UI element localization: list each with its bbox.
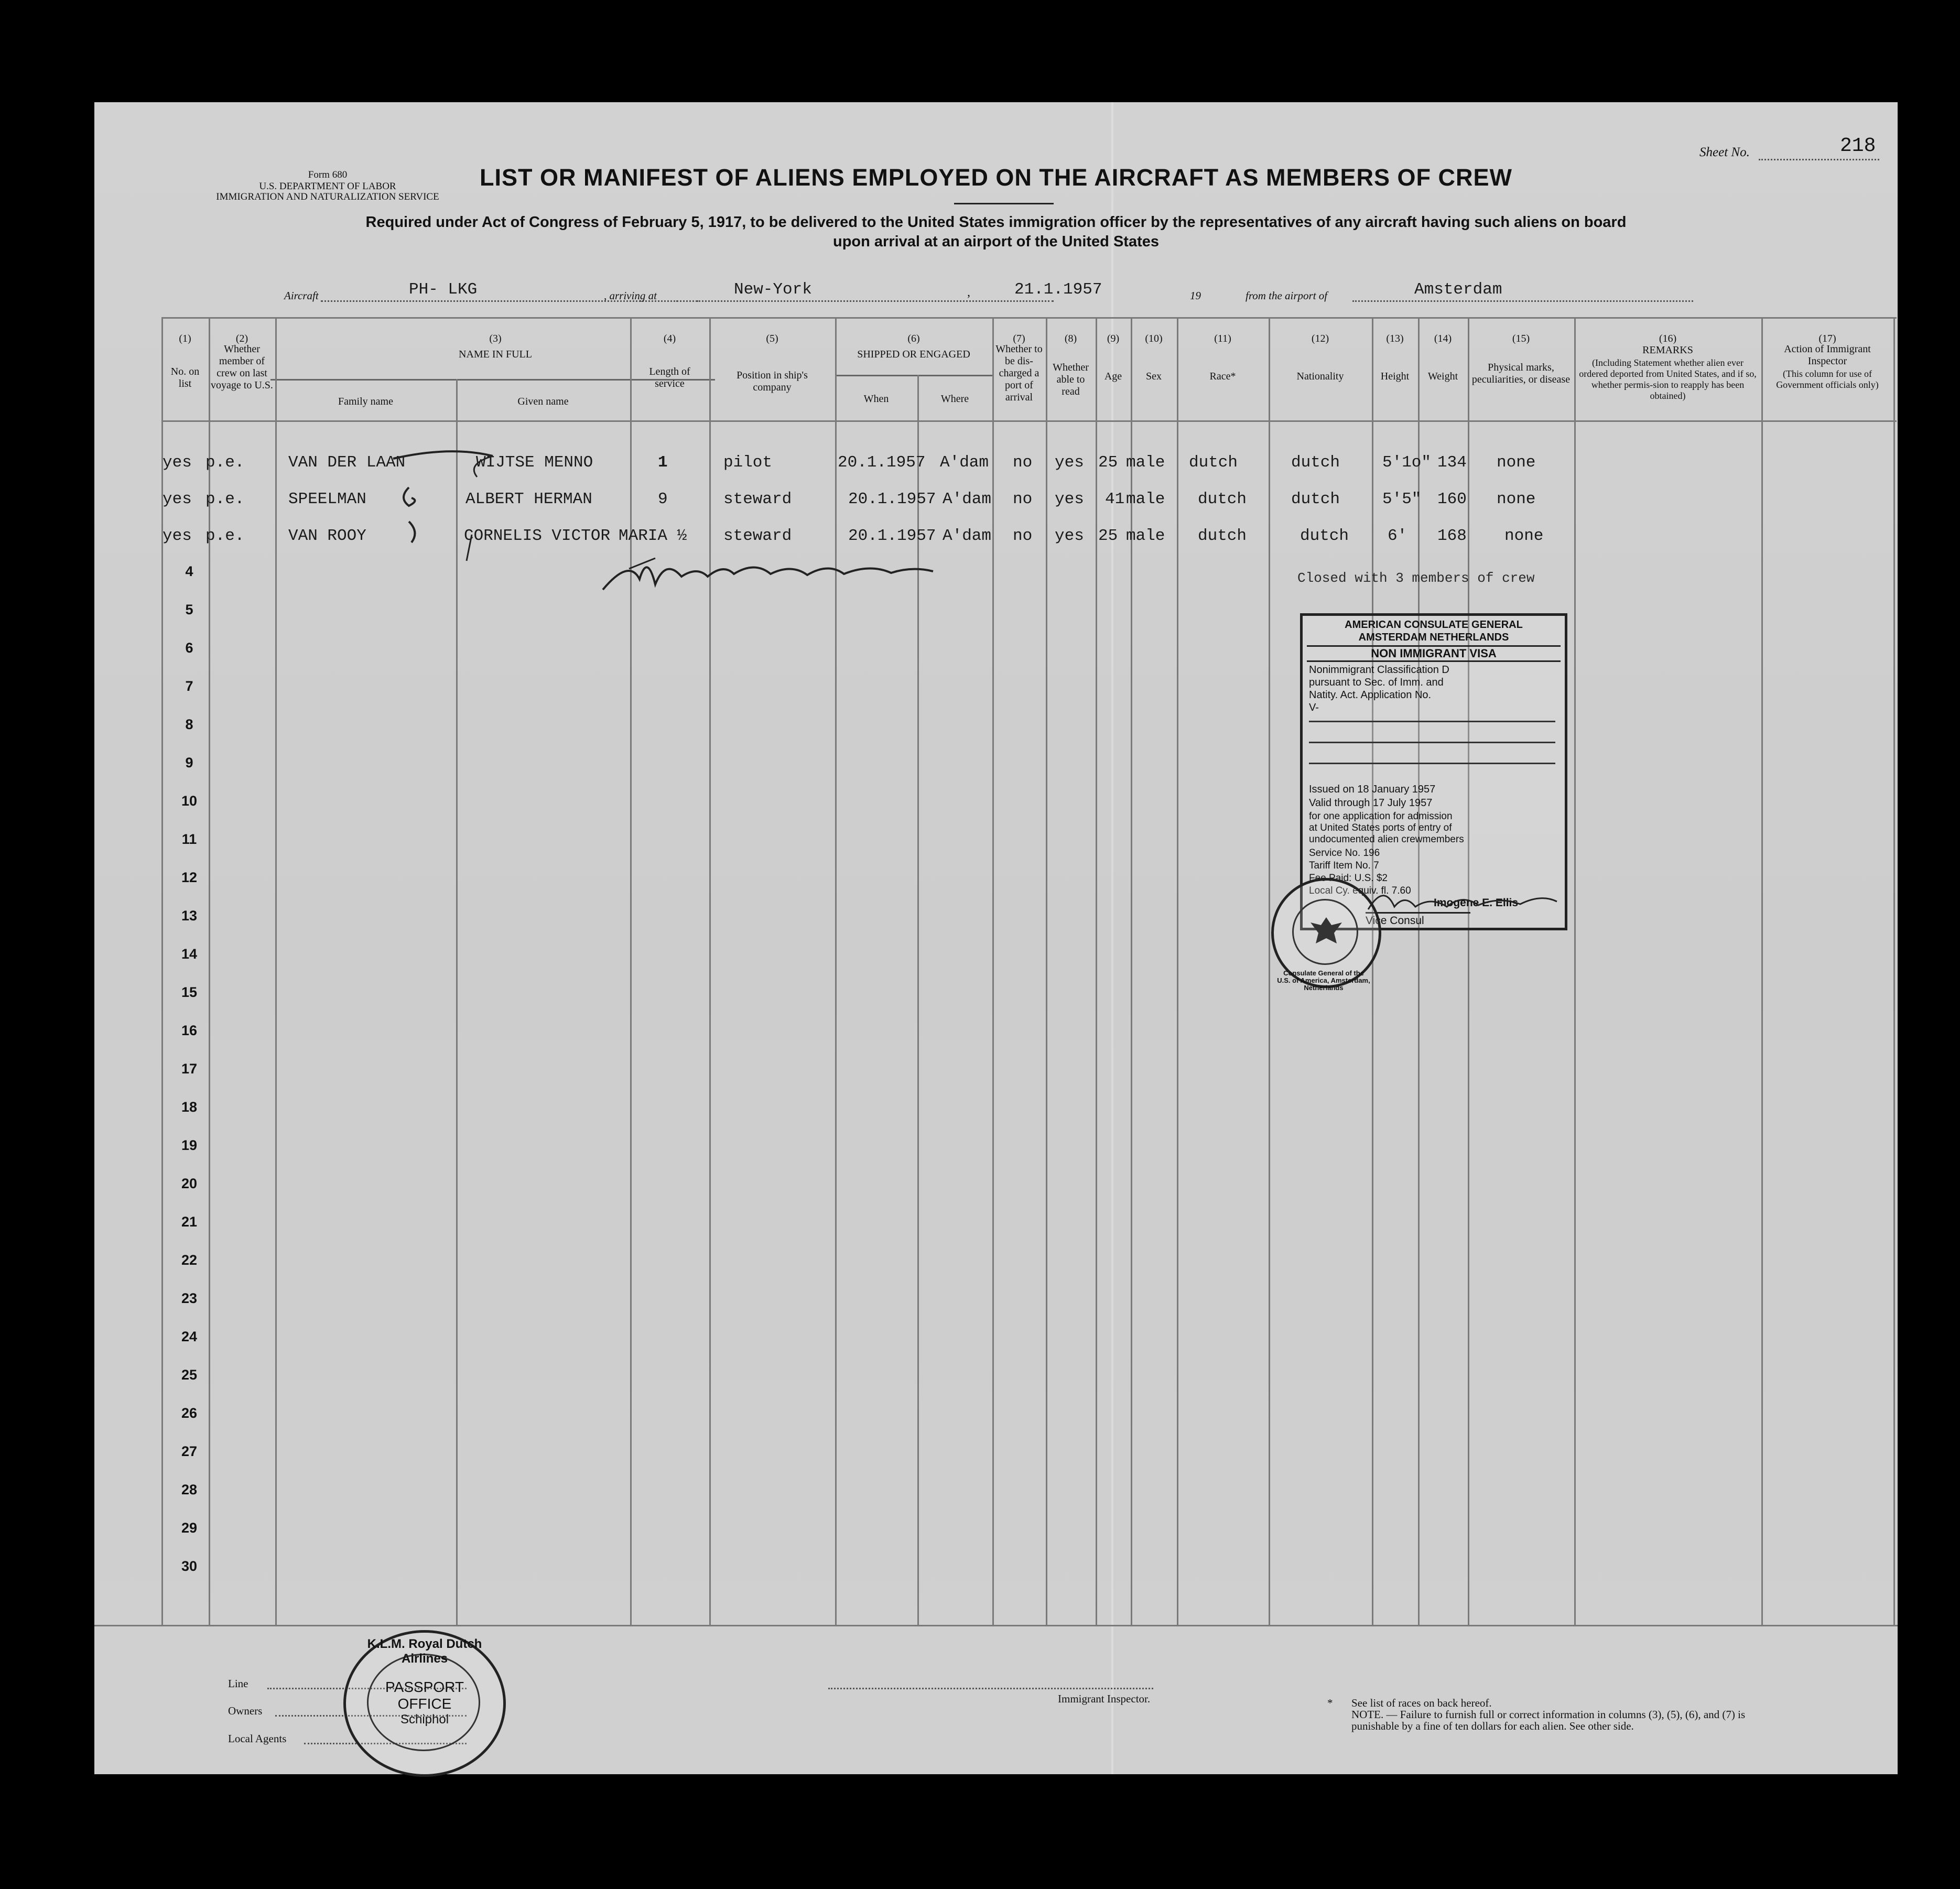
- row-number: 28: [181, 1482, 198, 1497]
- crew-height: 5'5": [1382, 490, 1422, 508]
- row-number: 20: [181, 1176, 198, 1191]
- visa-stamp-line4: Nonimmigrant Classification D: [1309, 664, 1449, 676]
- fold-line: [1111, 102, 1113, 1774]
- col-rule-19: [1893, 317, 1895, 1625]
- col6-when-header: When: [863, 393, 889, 405]
- arriving-line: [676, 300, 1054, 302]
- sheet-number-line: [1759, 159, 1879, 160]
- col2-number: (2): [235, 333, 248, 344]
- col4-number: (4): [663, 333, 676, 344]
- arriving-label: , arriving at: [604, 289, 657, 302]
- crew-shipped-where: A'dam: [943, 527, 992, 545]
- visa-fee: Fee Paid: U.S. $2: [1309, 873, 1388, 884]
- aircraft-registration: PH- LKG: [409, 280, 478, 299]
- visa-stamp-line7: V-: [1309, 702, 1319, 713]
- row-number: 25: [181, 1367, 198, 1383]
- col-rule-2: [275, 317, 277, 1625]
- col6-number: (6): [907, 333, 920, 344]
- note-fine: punishable by a fine of ten dollars for each alien. See other side.: [1351, 1720, 1634, 1732]
- col17-header: Action of Immigrant Inspector: [1784, 343, 1871, 367]
- col9-number: (9): [1107, 333, 1120, 344]
- col7-number: (7): [1013, 333, 1025, 344]
- visa-stamp-line6: Natity. Act. Application No.: [1309, 689, 1432, 701]
- crew-prior-voyage: p.e.: [205, 527, 245, 545]
- crew-position: steward: [723, 527, 792, 545]
- crew-height: 5'1o": [1382, 453, 1432, 472]
- row-number: 8: [185, 716, 193, 732]
- crew-family-name: VAN ROOY: [288, 527, 366, 545]
- col-rule-18: [1761, 317, 1763, 1625]
- col-rule-8: [992, 317, 994, 1625]
- row-number: 4: [185, 563, 193, 579]
- col3-given-header: Given name: [517, 396, 569, 407]
- visa-issued-on: Issued on 18 January 1957: [1309, 784, 1436, 795]
- sheet-label: Sheet No.: [1699, 145, 1750, 159]
- row-number: 5: [185, 602, 193, 617]
- crew-no: yes: [163, 527, 192, 545]
- row-number: 14: [181, 946, 198, 962]
- col2-header: Whether member of crew on last voyage to U.S.: [211, 343, 273, 391]
- note-races: See list of races on back hereof.: [1351, 1697, 1492, 1709]
- row-number: 6: [185, 640, 193, 656]
- visa-valid-through: Valid through 17 July 1957: [1309, 797, 1433, 809]
- subtitle-line-2: upon arrival at an airport of the United States: [833, 233, 1159, 250]
- table-top-rule: [161, 317, 1897, 319]
- visa-blank-line-1: [1309, 721, 1555, 722]
- col-rule-11: [1131, 317, 1132, 1625]
- col11-number: (11): [1214, 333, 1231, 344]
- crew-discharged: no: [1013, 453, 1033, 472]
- crew-discharged: no: [1013, 490, 1033, 508]
- crew-shipped-when: 20.1.1957: [838, 453, 926, 472]
- handwritten-signature: [598, 548, 944, 595]
- row-number: 24: [181, 1329, 198, 1344]
- visa-blank-line-3: [1309, 763, 1555, 764]
- crew-age: 25: [1098, 453, 1118, 472]
- col6-where-header: Where: [940, 393, 969, 405]
- manifest-sheet: [94, 102, 1898, 1774]
- crew-sex: male: [1126, 490, 1165, 508]
- row-number: 7: [185, 678, 193, 694]
- row-number: 10: [181, 793, 198, 809]
- visa-officer-name: Imogene E. Ellis: [1434, 897, 1519, 909]
- col17-number: (17): [1818, 333, 1836, 344]
- from-airport-line: [1352, 300, 1693, 302]
- crew-position: pilot: [723, 453, 773, 472]
- sheet-number: 218: [1840, 135, 1876, 157]
- crew-race: dutch: [1198, 490, 1247, 508]
- visa-stamp-line1: AMERICAN CONSULATE GENERAL: [1345, 619, 1523, 631]
- row-number: 17: [181, 1061, 198, 1077]
- crew-physical-marks: none: [1497, 490, 1536, 508]
- col7-header: Whether to be dis-charged a port of arrival: [995, 343, 1043, 403]
- from-airport: Amsterdam: [1414, 280, 1502, 299]
- form-title: LIST OR MANIFEST OF ALIENS EMPLOYED ON THE AIRCRAFT AS MEMBERS OF CREW: [480, 164, 1512, 191]
- crew-weight: 160: [1437, 490, 1467, 508]
- crew-no: yes: [163, 453, 192, 472]
- col8-number: (8): [1064, 333, 1077, 344]
- visa-tariff: Tariff Item No. 7: [1309, 860, 1379, 871]
- crew-shipped-where: A'dam: [940, 453, 989, 472]
- col9-header: Age: [1104, 371, 1122, 382]
- crew-family-name: VAN DER LAAN: [288, 453, 406, 472]
- crew-family-name: SPEELMAN: [288, 490, 366, 508]
- note-failure: NOTE. — Failure to furnish full or correct information in columns (3), (5), (6), and (7) is: [1351, 1708, 1746, 1721]
- crew-given-name: ALBERT HERMAN: [465, 490, 592, 508]
- col3-header: NAME IN FULL: [459, 349, 532, 360]
- col10-number: (10): [1145, 333, 1163, 344]
- row-number: 21: [181, 1214, 198, 1230]
- closed-note: Closed with 3 members of crew: [1297, 570, 1535, 586]
- inspector-signature-line: [828, 1688, 1153, 1689]
- row-number: 11: [181, 831, 197, 847]
- line-label: Line: [228, 1677, 248, 1690]
- row-number: 26: [181, 1405, 198, 1421]
- crew-able-to-read: yes: [1055, 453, 1084, 472]
- col-rule-13: [1269, 317, 1270, 1625]
- row-number: 16: [181, 1023, 198, 1038]
- crew-discharged: no: [1013, 527, 1033, 545]
- row-number: 23: [181, 1290, 198, 1306]
- aircraft-label: Aircraft: [284, 289, 319, 302]
- crew-shipped-when: 20.1.1957: [848, 490, 936, 508]
- col3-number: (3): [489, 333, 502, 344]
- visa-service-no: Service No. 196: [1309, 848, 1380, 859]
- crew-age: 41: [1105, 490, 1125, 508]
- col-rule-5: [709, 317, 711, 1625]
- row-number: 30: [181, 1558, 198, 1574]
- crew-nationality: dutch: [1291, 490, 1340, 508]
- shipped-subheader-rule: [835, 375, 992, 376]
- crew-given-name: CORNELIS VICTOR: [464, 527, 611, 545]
- local-agents-label: Local Agents: [228, 1732, 287, 1745]
- col1-header: No. on list: [170, 366, 200, 389]
- table-header-rule: [161, 420, 1897, 422]
- check-marks: [388, 448, 503, 569]
- crew-weight: 168: [1437, 527, 1467, 545]
- crew-length-of-service: MARIA ½: [619, 527, 687, 545]
- department-name: U.S. DEPARTMENT OF LABOR: [259, 181, 396, 192]
- crew-weight: 134: [1437, 453, 1467, 472]
- row-number: 29: [181, 1520, 198, 1536]
- crew-no: yes: [163, 490, 192, 508]
- col11-header: Race*: [1209, 371, 1236, 382]
- row-number: 12: [181, 870, 198, 885]
- col12-number: (12): [1311, 333, 1329, 344]
- arrival-date: 21.1.1957: [1014, 280, 1102, 299]
- col16-number: (16): [1659, 333, 1677, 344]
- col-rule-15: [1418, 317, 1420, 1625]
- crew-able-to-read: yes: [1055, 490, 1084, 508]
- col8-header: Whether able to read: [1053, 362, 1089, 397]
- row-number: 19: [181, 1137, 198, 1153]
- col-rule-4: [630, 317, 632, 1625]
- visa-blank-line-2: [1309, 742, 1555, 743]
- col17-subheader: (This column for use of Government officials only): [1776, 368, 1879, 390]
- col-rule-12: [1177, 317, 1178, 1625]
- crew-race: dutch: [1198, 527, 1247, 545]
- col5-number: (5): [766, 333, 778, 344]
- date-comma: ,: [967, 286, 970, 299]
- crew-race: dutch: [1189, 453, 1238, 472]
- service-name: IMMIGRATION AND NATURALIZATION SERVICE: [216, 191, 439, 202]
- row-number: 15: [181, 984, 198, 1000]
- crew-nationality: dutch: [1300, 527, 1349, 545]
- eagle-icon: [1308, 912, 1345, 949]
- klm-passport-stamp: [343, 1630, 506, 1777]
- col-rule-16: [1468, 317, 1469, 1625]
- col6-header: SHIPPED OR ENGAGED: [857, 349, 970, 360]
- col15-number: (15): [1512, 333, 1530, 344]
- seal-text: Consulate General of the U.S. of America, Amsterdam, Netherlands: [1277, 969, 1370, 992]
- crew-nationality: dutch: [1291, 453, 1340, 472]
- crew-prior-voyage: p.e.: [205, 453, 245, 472]
- col16-subheader: (Including Statement whether alien ever ordered deported from United States, and if so, whether permis-sion to reapply has been obtained): [1579, 357, 1757, 401]
- col-rule-1: [209, 317, 210, 1625]
- table-bottom-rule: [94, 1625, 1898, 1626]
- from-airport-label: from the airport of: [1246, 289, 1328, 302]
- crew-physical-marks: none: [1504, 527, 1544, 545]
- crew-given-name: WIJTSE MENNO: [476, 453, 593, 472]
- col-rule-6: [835, 317, 837, 1625]
- visa-stamp-line5: pursuant to Sec. of Imm. and: [1309, 677, 1444, 688]
- owners-label: Owners: [228, 1705, 263, 1717]
- crew-sex: male: [1126, 453, 1165, 472]
- col1-number: (1): [179, 333, 191, 344]
- crew-able-to-read: yes: [1055, 527, 1084, 545]
- col-rule-0: [161, 317, 163, 1625]
- crew-sex: male: [1126, 527, 1165, 545]
- crew-shipped-where: A'dam: [943, 490, 992, 508]
- col-rule-9: [1046, 317, 1047, 1625]
- visa-for-one: for one application for admission: [1309, 811, 1453, 822]
- consul-signature: [1363, 878, 1562, 925]
- col14-header: Weight: [1427, 371, 1458, 382]
- title-rule: [954, 203, 1054, 204]
- crew-prior-voyage: p.e.: [205, 490, 245, 508]
- row-number: 18: [181, 1099, 198, 1115]
- col-rule-17: [1574, 317, 1576, 1625]
- crew-length-of-service: 1: [658, 453, 668, 472]
- visa-undocumented: undocumented alien crewmembers: [1309, 834, 1464, 845]
- row-number: 13: [181, 908, 198, 924]
- col3-family-header: Family name: [338, 396, 393, 407]
- row-number: 27: [181, 1443, 198, 1459]
- col-rule-14: [1372, 317, 1373, 1625]
- crew-shipped-when: 20.1.1957: [848, 527, 936, 545]
- note-asterisk: *: [1327, 1697, 1333, 1709]
- arriving-at: New-York: [734, 280, 812, 299]
- crew-physical-marks: none: [1497, 453, 1536, 472]
- klm-stamp-line2: OFFICE: [397, 1696, 452, 1712]
- visa-local-currency: Local Cy. equiv. fl. 7.60: [1309, 885, 1411, 896]
- subtitle-line-1: Required under Act of Congress of February 5, 1917, to be delivered to the United States immigration officer by the representatives of any aircraft having such aliens on board: [365, 214, 1627, 231]
- col12-header: Nationality: [1296, 371, 1344, 382]
- row-number: 22: [181, 1252, 198, 1268]
- klm-ring-text: K.L.M. Royal Dutch Airlines: [367, 1637, 482, 1666]
- crew-position: steward: [723, 490, 792, 508]
- col5-header: Position in ship's company: [737, 370, 808, 393]
- col16-header: REMARKS: [1642, 344, 1693, 356]
- crew-age: 25: [1098, 527, 1118, 545]
- visa-stamp-line3: NON IMMIGRANT VISA: [1307, 645, 1561, 662]
- col15-header: Physical marks, peculiarities, or disease: [1471, 362, 1571, 385]
- year-prefix: 19: [1190, 289, 1201, 302]
- col13-header: Height: [1380, 371, 1410, 382]
- immigrant-inspector-label: Immigrant Inspector.: [1058, 1692, 1151, 1705]
- col10-header: Sex: [1146, 371, 1162, 382]
- visa-officer-title: Vice Consul: [1366, 912, 1470, 927]
- crew-height: 6': [1388, 527, 1407, 545]
- col4-header: Length of service: [649, 366, 690, 389]
- visa-stamp-line2: AMSTERDAM NETHERLANDS: [1358, 632, 1509, 643]
- row-number: 9: [185, 755, 193, 770]
- klm-stamp-line3: Schiphol: [400, 1712, 449, 1727]
- col14-number: (14): [1434, 333, 1452, 344]
- visa-at-united: at United States ports of entry of: [1309, 822, 1452, 833]
- col-rule-10: [1096, 317, 1097, 1625]
- col13-number: (13): [1386, 333, 1404, 344]
- form-number: Form 680: [308, 169, 348, 180]
- crew-length-of-service: 9: [658, 490, 668, 508]
- klm-stamp-line1: PASSPORT: [385, 1679, 464, 1695]
